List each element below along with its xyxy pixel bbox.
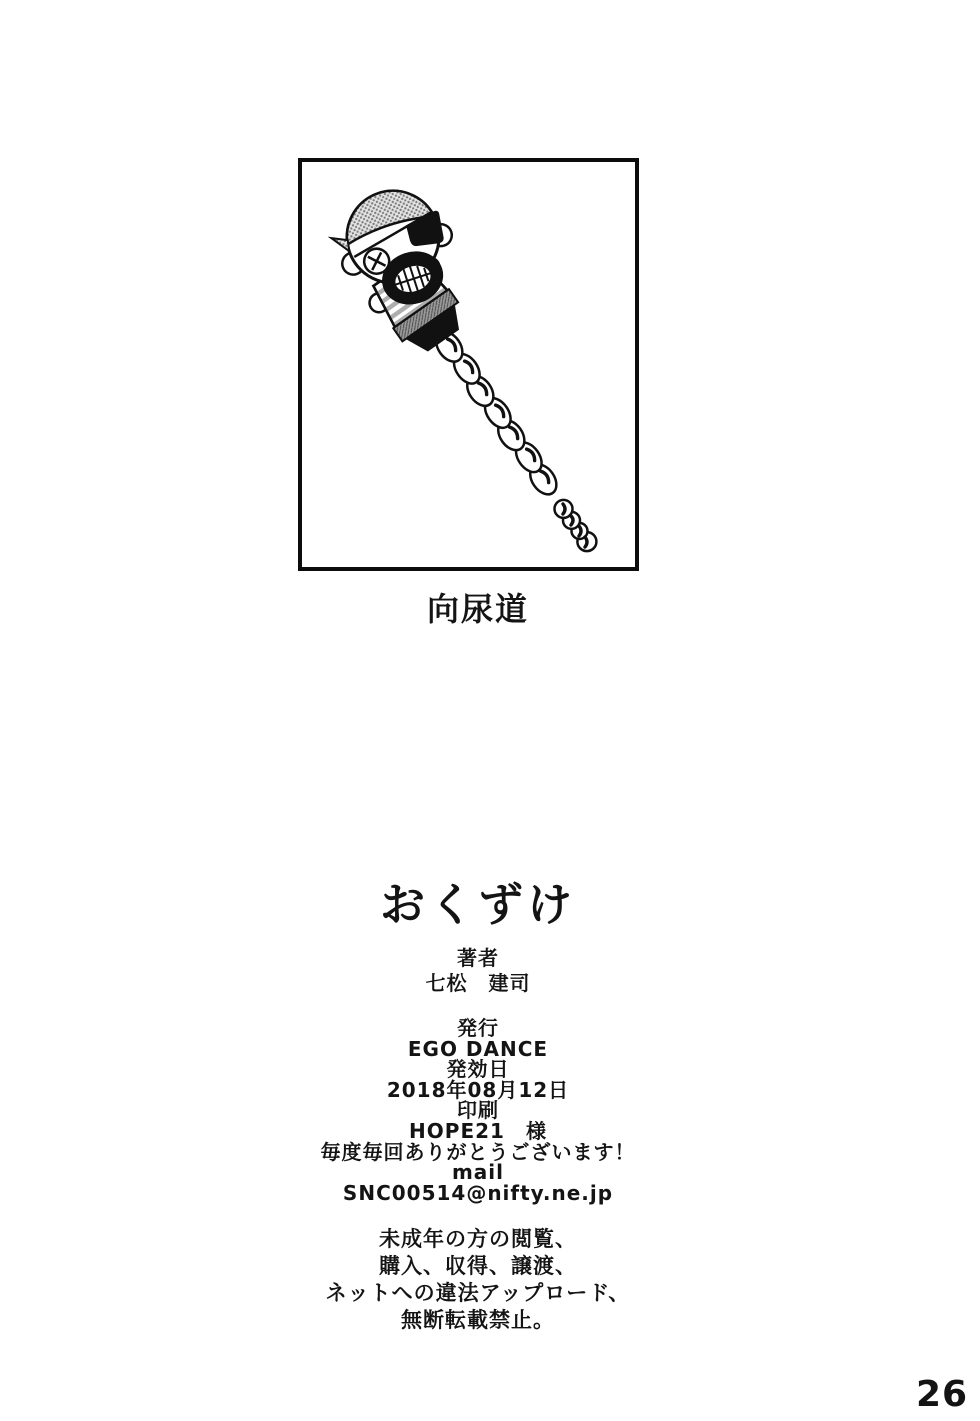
illustration-frame bbox=[298, 158, 639, 571]
pirate-head-rod-illustration bbox=[302, 162, 635, 567]
issue-date-label: 発効日 bbox=[446, 1057, 510, 1082]
page-number: 26 bbox=[916, 1374, 969, 1415]
printer-name: HOPE21 様 bbox=[409, 1118, 547, 1143]
minor-warning-notice bbox=[0, 1226, 956, 1334]
illustration-caption: 向尿道 bbox=[426, 590, 529, 628]
issue-date: 2018年08月12日 bbox=[386, 1077, 570, 1102]
mail-address: SNC00514@nifty.ne.jp bbox=[342, 1180, 614, 1205]
notice-line: ネットへの違法アップロード、 bbox=[325, 1281, 631, 1305]
printer-thanks-note: 毎度毎回ありがとうございます！ bbox=[320, 1139, 636, 1164]
printer-label: 印刷 bbox=[457, 1098, 499, 1123]
notice-line: 未成年の方の閲覧、 bbox=[379, 1227, 577, 1251]
publisher-name: EGO DANCE bbox=[407, 1036, 549, 1061]
notice-line: 購入、収得、譲渡、 bbox=[379, 1254, 577, 1278]
notice-line: 無断転載禁止。 bbox=[401, 1308, 555, 1332]
author-label: 著者 bbox=[457, 946, 499, 970]
mail-label: mail bbox=[451, 1160, 505, 1185]
colophon-title: おくずけ bbox=[379, 878, 576, 931]
author-name: 七松 建司 bbox=[425, 971, 531, 995]
author-block bbox=[0, 946, 956, 996]
publication-block bbox=[0, 1018, 956, 1203]
publisher-label: 発行 bbox=[457, 1016, 499, 1040]
